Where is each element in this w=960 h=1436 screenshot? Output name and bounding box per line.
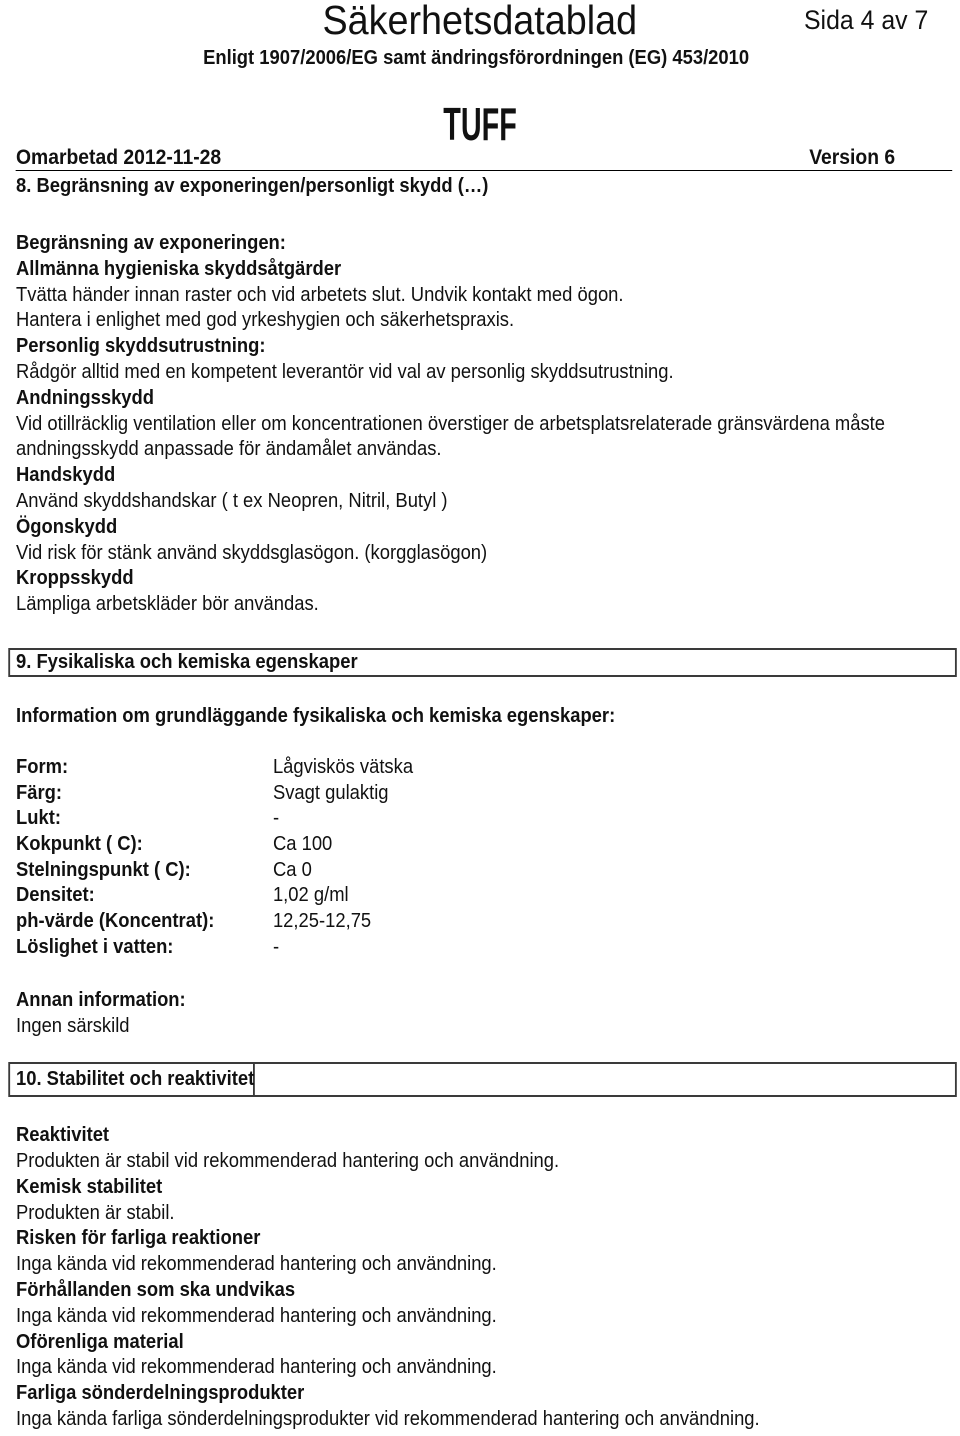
other-information <box>16 987 936 1039</box>
version-number: Version 6 <box>809 146 896 169</box>
section-9-subheading: Information om grundläggande fysikaliska och kemiska egenskaper: <box>15 705 616 727</box>
property-label: ph-värde (Koncentrat): <box>15 910 215 933</box>
other-information-text: Ingen särskild <box>15 1015 130 1037</box>
property-label: Färg: <box>15 781 62 804</box>
property-value: 12,25-12,75 <box>272 910 372 933</box>
revision-date: Omarbetad 2012-11-28 <box>15 146 222 169</box>
ppe-title: Personlig skyddsutrustning: <box>15 335 266 358</box>
hand-protection-text: Använd skyddshandskar ( t ex Neopren, Nitril, Butyl ) <box>15 490 448 513</box>
property-label: Densitet: <box>15 884 95 907</box>
body-protection-title: Kroppsskydd <box>15 567 134 590</box>
property-label: Form: <box>15 756 69 778</box>
ppe-text: Rådgör alltid med en kompetent leverantör vid val av personlig skyddsutrustning. <box>15 361 674 384</box>
hygiene-text: Hantera i enlighet med god yrkeshygien och säkerhetspraxis. <box>15 309 515 332</box>
respiratory-title: Andningsskydd <box>15 386 155 409</box>
property-label: Kokpunkt ( C): <box>15 833 143 856</box>
stability-item-text: Inga kända farliga sönderdelningsprodukter vid rekommenderad hantering och användning. <box>15 1408 760 1431</box>
body-protection-text: Lämpliga arbetskläder bör användas. <box>15 593 319 616</box>
eye-protection-text: Vid risk för stänk använd skyddsglasögon. (korgglasögon) <box>15 541 488 564</box>
section-10-heading-box <box>8 1062 957 1097</box>
other-information-title: Annan information: <box>15 989 186 1011</box>
respiratory-text: andningsskydd anpassade för ändamålet användas. <box>15 438 442 461</box>
stability-item-title: Reaktivitet <box>15 1124 110 1147</box>
section-8-body <box>16 231 936 618</box>
property-value: 1,02 g/ml <box>272 884 349 907</box>
property-row <box>16 755 936 781</box>
property-value: Ca 100 <box>272 833 333 856</box>
stability-item-text: Inga kända vid rekommenderad hantering och användning. <box>15 1304 497 1327</box>
property-value: Svagt gulaktig <box>272 781 389 804</box>
property-label: Stelningspunkt ( C): <box>15 858 191 881</box>
section-10-body <box>16 1123 936 1433</box>
product-name-text: TUFF <box>443 98 517 150</box>
hand-protection-title: Handskydd <box>15 464 116 487</box>
property-row <box>16 781 936 807</box>
property-label: Löslighet i vatten: <box>15 935 174 958</box>
eye-protection-title: Ögonskydd <box>15 515 118 538</box>
properties-list <box>16 755 936 961</box>
property-row <box>16 858 936 884</box>
product-name <box>0 100 960 148</box>
property-row <box>16 883 936 909</box>
property-value: Lågviskös vätska <box>272 756 414 778</box>
section-8-heading: 8. Begränsning av exponeringen/personligt skydd (…) <box>15 175 489 197</box>
stability-item-text: Produkten är stabil. <box>15 1201 175 1224</box>
property-label: Lukt: <box>15 807 61 830</box>
section-9-heading: 9. Fysikaliska och kemiska egenskaper <box>15 651 358 673</box>
stability-item-text: Inga kända vid rekommenderad hantering och användning. <box>15 1253 497 1276</box>
stability-item-text: Produkten är stabil vid rekommenderad hantering och användning. <box>15 1149 560 1172</box>
property-row <box>16 909 936 935</box>
page-number: Sida 4 av 7 <box>803 5 929 35</box>
hygiene-title: Allmänna hygieniska skyddsåtgärder <box>15 257 342 280</box>
regulation-reference: Enligt 1907/2006/EG samt ändringsförordningen (EG) 453/2010 <box>203 47 750 69</box>
section-9-heading-box <box>8 648 957 677</box>
property-value: Ca 0 <box>272 858 312 881</box>
property-row <box>16 935 936 961</box>
stability-item-text: Inga kända vid rekommenderad hantering och användning. <box>15 1356 497 1379</box>
stability-item-title: Kemisk stabilitet <box>15 1175 163 1198</box>
property-value: - <box>272 935 280 958</box>
stability-item-title: Oförenliga material <box>15 1330 184 1353</box>
property-row <box>16 806 936 832</box>
exposure-title: Begränsning av exponeringen: <box>15 232 286 255</box>
property-value: - <box>272 807 280 830</box>
section-10-heading: 10. Stabilitet och reaktivitet <box>10 1064 255 1095</box>
respiratory-text: Vid otillräcklig ventilation eller om koncentrationen överstiger de arbetsplatsrelaterade gränsvärdena måste <box>15 412 886 435</box>
hygiene-text: Tvätta händer innan raster och vid arbetets slut. Undvik kontakt med ögon. <box>15 283 624 306</box>
stability-item-title: Förhållanden som ska undvikas <box>15 1278 296 1301</box>
stability-item-title: Risken för farliga reaktioner <box>15 1227 261 1250</box>
document-title: Säkerhetsdatablad <box>322 0 638 43</box>
stability-item-title: Farliga sönderdelningsprodukter <box>15 1382 305 1405</box>
property-row <box>16 832 936 858</box>
revision-row <box>16 145 952 171</box>
